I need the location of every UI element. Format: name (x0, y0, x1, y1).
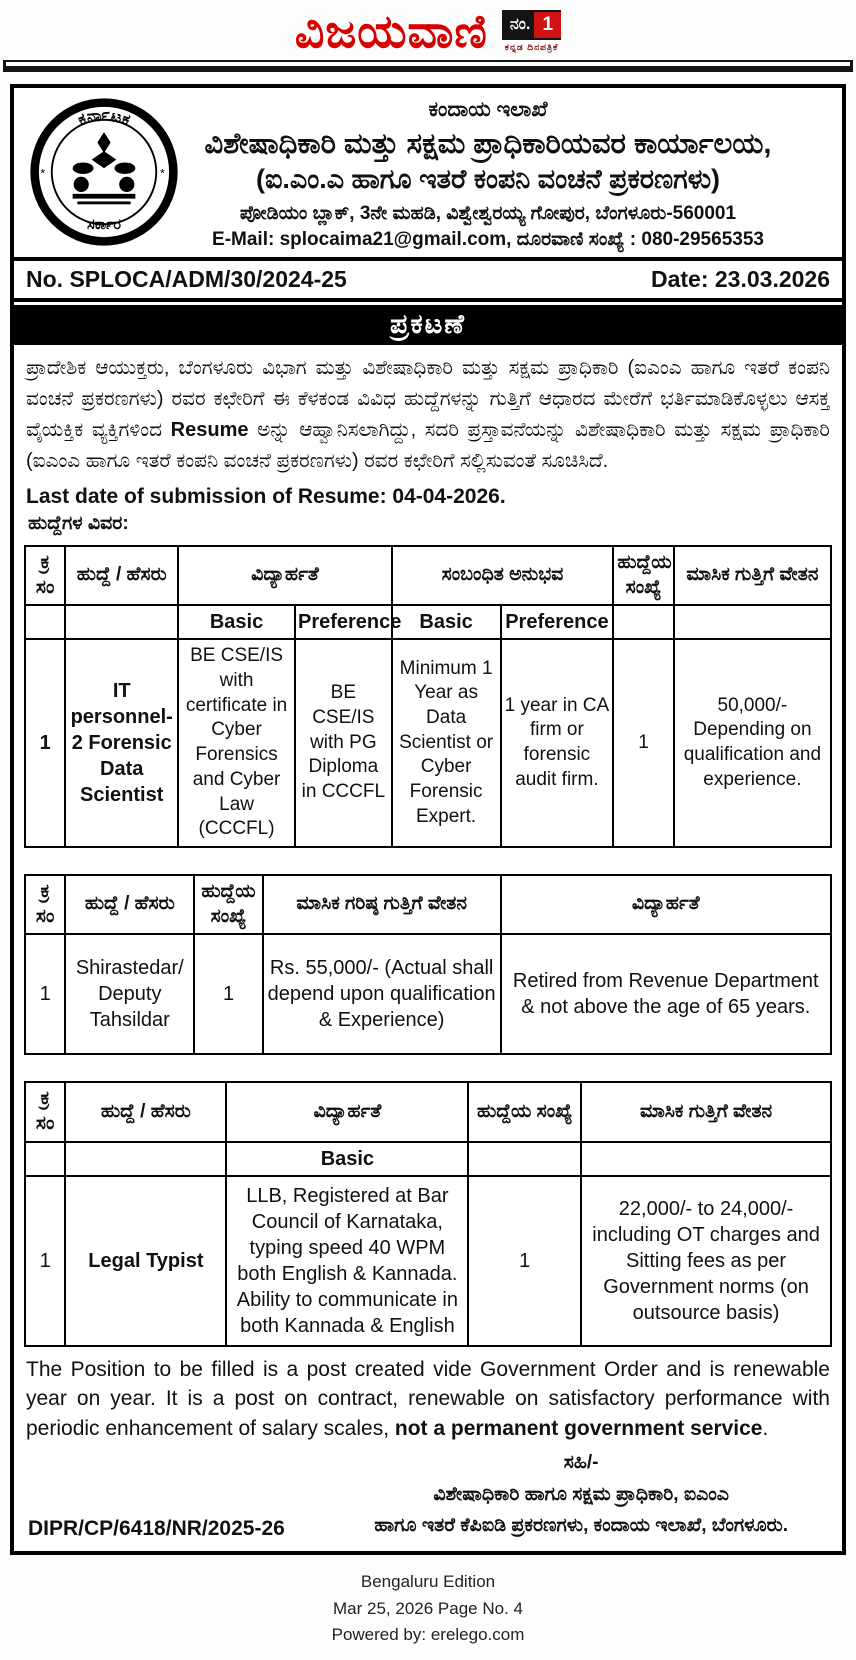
reference-bar (14, 257, 842, 302)
cell-sl-no: 1 (25, 639, 65, 847)
office-contact: E-Mail: splocaima21@gmail.com, ದೂರವಾಣಿ ಸಂಖ್ಯೆ : 080-29565353 (212, 229, 764, 251)
cell-qual-basic: BE CSE/IS with certificate in Cyber Forensics and Cyber Law (CCCFL) (178, 639, 295, 847)
col-qualification: ವಿದ್ಯಾರ್ಹತೆ (501, 875, 831, 934)
cell-post-name: IT personnel- 2 Forensic Data Scientist (65, 639, 178, 847)
table1-header-row (25, 546, 831, 605)
svg-text:*: * (160, 166, 165, 181)
col-sl-no: ಕ್ರ ಸಂ (25, 875, 65, 934)
cell-num-posts: 1 (613, 639, 673, 847)
cell-max-salary: Rs. 55,000/- (Actual shall depend upon qualification & Experience) (263, 934, 501, 1054)
notice-box (10, 84, 846, 1555)
cell-sl-no: 1 (25, 1176, 65, 1346)
signatory-line1: ವಿಶೇಷಾಧಿಕಾರಿ ಹಾಗೂ ಸಕ್ಷಮ ಪ್ರಾಧಿಕಾರಿ, ಐಎಂಎ (433, 1484, 729, 1506)
col-salary: ಮಾಸಿಕ ಗುತ್ತಿಗೆ ವೇತನ (581, 1082, 831, 1141)
edition-label: Bengaluru Edition (360, 1572, 496, 1592)
posts-detail-label: ಹುದ್ದೆಗಳ ವಿವರ: (28, 513, 129, 534)
signature-block (374, 1448, 828, 1541)
col-max-salary: ಮಾಸಿಕ ಗರಿಷ್ಠ ಗುತ್ತಿಗೆ ವೇತನ (263, 875, 501, 934)
svg-text:ಸರ್ಕಾರ: ಸರ್ಕಾರ (87, 217, 121, 233)
closing-text-1: The Position to be filled is a post created vide Government Order and is renewable year on year. It is a post on contract, renewable on satisfactory performance with periodic enhancement of salary scales, (26, 1357, 830, 1441)
table3-header-row (25, 1082, 831, 1141)
reference-number: No. SPLOCA/ADM/30/2024-25 (26, 266, 347, 292)
no1-badge-box (502, 10, 561, 40)
empty-cell (25, 605, 65, 639)
closing-paragraph (14, 1347, 842, 1444)
empty-cell (581, 1142, 831, 1176)
masthead (0, 2, 856, 60)
qual-preference-label: Preference (295, 605, 392, 639)
exp-preference-label: Preference (501, 605, 614, 639)
table1-subheader-row (25, 605, 831, 639)
resume-word: Resume (170, 419, 249, 441)
table2-header-row (25, 875, 831, 934)
notification-title: ಪ್ರಕಟಣೆ (14, 305, 842, 345)
signature-label: ಸಹಿ/- (563, 1452, 599, 1474)
qual-basic-label: Basic (178, 605, 295, 639)
date-page-label: Mar 25, 2026 Page No. 4 (333, 1598, 523, 1618)
notice-date: Date: 23.03.2026 (650, 266, 830, 292)
signatory-line2: ಹಾಗೂ ಇತರೆ ಕೆಪಿಐಡಿ ಪ್ರಕರಣಗಳು, ಕಂದಾಯ ಇಲಾಖೆ, ಬೆಂಗಳೂರು. (374, 1514, 788, 1536)
cell-salary: 22,000/- to 24,000/- including OT charges and Sitting fees as per Government norms (on outsource basis) (581, 1176, 831, 1346)
cell-post-name: Shirastedar/ Deputy Tahsildar (65, 934, 194, 1054)
dipr-number: DIPR/CP/6418/NR/2025-26 (28, 1517, 285, 1541)
last-date-line: Last date of submission of Resume: 04-04-2026. (26, 485, 506, 508)
svg-text:ಕರ್ನಾಟಕ: ಕರ್ನಾಟಕ (75, 105, 133, 130)
svg-text:*: * (40, 166, 46, 181)
body-text-1: ಪ್ರಾದೇಶಿಕ ಆಯುಕ್ತರು, ಬೆಂಗಳೂರು ವಿಭಾಗ ಮತ್ತು ವಿಶೇಷಾಧಿಕಾರಿ ಮತ್ತು ಸಕ್ಷಮ ಪ್ರಾಧಿಕಾರಿ (ಐಎಂಎ ಹಾಗೂ ಇತರೆ ಕಂಪನಿ ವಂಚನೆ ಪ್ರಕರಣಗಳು) ರವರ ಕಛೇರಿಗೆ ಈ ಕೆಳಕಂಡ ವಿವಿಧ ಹುದ್ದೆಗಳನ್ನು ಗುತ್ತಿಗೆ ಆಧಾರದ ಮೇರೆಗೆ ಭರ್ತಿಮಾಡಿಕೊಳ್ಳಲು ಆಸಕ್ತ ವೈಯಕ್ತಿಕ ವ್ಯಕ್ತಿಗಳಿಂದ (26, 357, 830, 441)
exp-basic-label: Basic (392, 605, 501, 639)
notification-body (14, 345, 842, 479)
empty-cell (65, 605, 178, 639)
cell-qualification: LLB, Registered at Bar Council of Karnataka, typing speed 40 WPM both English & Kannada. Ability to communicate in both Kannada & English (226, 1176, 468, 1346)
cell-exp-pref: 1 year in CA firm or forensic audit firm. (501, 639, 614, 847)
badge-one-label: 1 (534, 12, 561, 38)
office-address: ಪೋಡಿಯಂ ಬ್ಲಾಕ್, 3ನೇ ಮಹಡಿ, ವಿಶ್ವೇಶ್ವರಯ್ಯ ಗೋಪುರ, ಬೆಂಗಳೂರು-560001 (239, 203, 737, 225)
newspaper-title: ವಿಜಯವಾಣಿ (294, 5, 488, 57)
cell-num-posts: 1 (468, 1176, 581, 1346)
table-it-personnel (24, 545, 832, 848)
col-salary: ಮಾಸಿಕ ಗುತ್ತಿಗೆ ವೇತನ (674, 546, 831, 605)
office-name-line2: (ಐ.ಎಂ.ಎ ಹಾಗೂ ಇತರೆ ಕಂಪನಿ ವಂಚನೆ ಪ್ರಕರಣಗಳು) (255, 164, 721, 195)
table1-data-row (25, 639, 831, 847)
table3-data-row (25, 1176, 831, 1346)
empty-cell (674, 605, 831, 639)
cell-sl-no: 1 (25, 934, 65, 1054)
col-post-name: ಹುದ್ದೆ / ಹೆಸರು (65, 546, 178, 605)
col-num-posts: ಹುದ್ದೆಯ ಸಂಖ್ಯೆ (468, 1082, 581, 1141)
cell-salary: 50,000/- Depending on qualification and experience. (674, 639, 831, 847)
table-gap (14, 848, 842, 870)
table2-data-row (25, 934, 831, 1054)
col-qualification: ವಿದ್ಯಾರ್ಹತೆ (226, 1082, 468, 1141)
qual-basic-label: Basic (226, 1142, 468, 1176)
department-name: ಕಂದಾಯ ಇಲಾಖೆ (428, 97, 548, 121)
cell-qualification: Retired from Revenue Department & not above the age of 65 years. (501, 934, 831, 1054)
office-text (180, 98, 832, 251)
empty-cell (25, 1142, 65, 1176)
col-qualification: ವಿದ್ಯಾರ್ಹತೆ (178, 546, 392, 605)
cell-post-name: Legal Typist (65, 1176, 226, 1346)
masthead-divider (3, 60, 853, 72)
col-post-name: ಹುದ್ದೆ / ಹೆಸರು (65, 875, 194, 934)
empty-cell (65, 1142, 226, 1176)
karnataka-govt-emblem-icon (28, 96, 180, 253)
badge-no-label: ನಂ. (509, 16, 531, 33)
powered-by-label: Powered by: erelego.com (331, 1624, 525, 1644)
signature-area (14, 1444, 842, 1551)
empty-cell (468, 1142, 581, 1176)
col-experience: ಸಂಬಂಧಿತ ಅನುಭವ (392, 546, 614, 605)
badge-tagline: ಕನ್ನಡ ದಿನಪತ್ರಿಕೆ (504, 42, 559, 52)
col-num-posts: ಹುದ್ದೆಯ ಸಂಖ್ಯೆ (613, 546, 673, 605)
body-text-2: ಅನ್ನು ಆಹ್ವಾನಿಸಲಾಗಿದ್ದು, ಸದರಿ ಪ್ರಸ್ತಾವನೆಯನ್ನು ವಿಶೇಷಾಧಿಕಾರಿ ಮತ್ತು ಸಕ್ಷಮ ಪ್ರಾಧಿಕಾರಿ (ಐಎಂಎ ಹಾಗೂ ಇತರೆ ಕಂಪನಿ ವಂಚನೆ ಪ್ರಕರಣಗಳು) ರವರ ಕಛೇರಿಗೆ ಸಲ್ಲಿಸುವಂತೆ ಸೂಚಿಸಿದೆ. (26, 419, 830, 472)
col-num-posts: ಹುದ್ದೆಯ ಸಂಖ್ಯೆ (194, 875, 263, 934)
page-footer (0, 1555, 856, 1660)
col-post-name: ಹುದ್ದೆ / ಹೆಸರು (65, 1082, 226, 1141)
table-shirastedar (24, 874, 832, 1055)
cell-qual-pref: BE CSE/IS with PG Diploma in CCCFL (295, 639, 392, 847)
closing-bold: not a permanent government service (394, 1417, 763, 1441)
col-sl-no: ಕ್ರ ಸಂ (25, 546, 65, 605)
col-sl-no: ಕ್ರ ಸಂ (25, 1082, 65, 1141)
cell-num-posts: 1 (194, 934, 263, 1054)
closing-text-2: . (762, 1417, 769, 1441)
cell-exp-basic: Minimum 1 Year as Data Scientist or Cyber Forensic Expert. (392, 639, 501, 847)
empty-cell (613, 605, 673, 639)
office-name-line1: ವಿಶೇಷಾಧಿಕಾರಿ ಮತ್ತು ಸಕ್ಷಮ ಪ್ರಾಧಿಕಾರಿಯವರ ಕಾರ್ಯಾಲಯ, (204, 127, 772, 160)
no1-badge (502, 10, 561, 53)
office-header (14, 88, 842, 257)
table-gap (14, 1055, 842, 1077)
table-legal-typist (24, 1081, 832, 1346)
table3-subheader-row (25, 1142, 831, 1176)
